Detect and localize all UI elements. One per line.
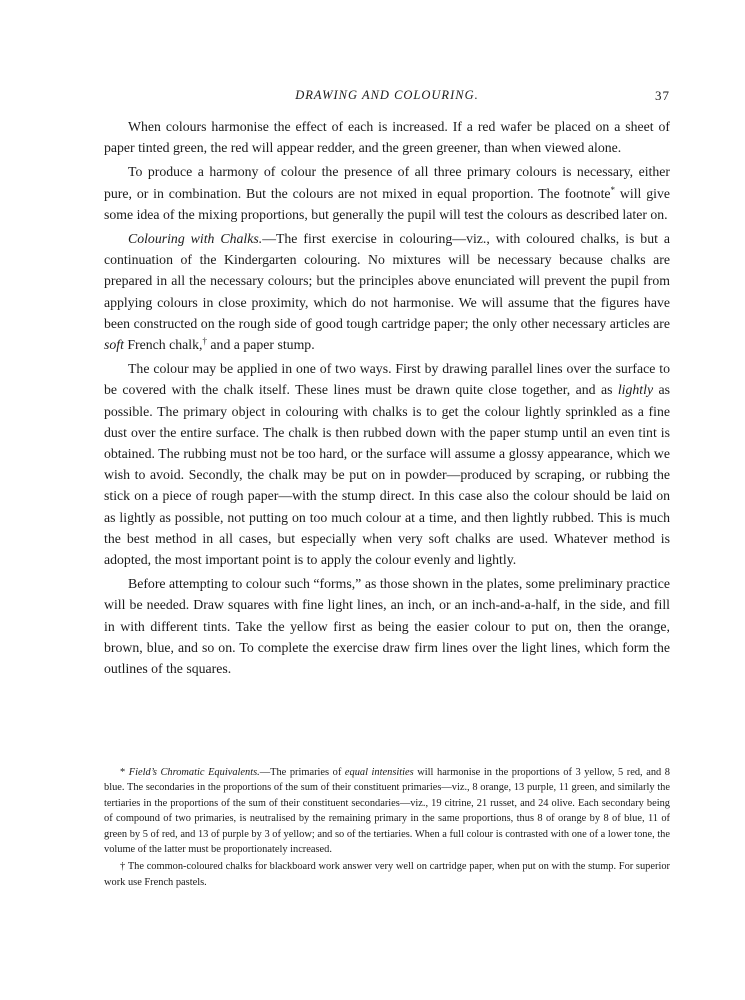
footnote-2-mark: † [120, 861, 126, 873]
footnote-1-mark: * [120, 767, 126, 778]
paragraph-3 [104, 228, 670, 355]
paragraph-1-text: When colours harmonise the effect of each is increased. If a red wafer be placed on a sheet of paper tinted green, the red will appear redder, and the green greener, than when viewed alone. [104, 119, 670, 156]
footnote-2 [104, 859, 670, 890]
running-title: DRAWING AND COLOURING. [295, 88, 479, 102]
paragraph-5-text: Before attempting to colour such “forms,” as those shown in the plates, some preliminary practice will be needed. Draw squares with fine light lines, an inch, or an inch-and-a-half, in the side, and fill in with different tints. Take the yellow first as being the easier colour to put on, then the orange, brown, blue, and so on. To complete the exercise draw firm lines over the light lines, which form the outlines of the squares. [104, 576, 670, 677]
emphasis-lightly: lightly [617, 382, 654, 398]
footnote-ref-asterisk: * [610, 184, 616, 195]
paragraph-4-text-b: as possible. The primary object in colouring with chalks is to get the colour lightly sprinkled as a fine dust over the entire surface. The chalk is then rubbed down with the paper stump until an even tint is obtained. The rubbing must not be too hard, or the surface will assume a glossy appearance, which we wish to avoid. Secondly, the chalk may be put on in powder—produced by scraping, or rubbing the stick on a piece of rough paper—with the stump direct. In this case also the colour should be laid on as lightly as possible, not putting on too much colour at a time, and then lightly rubbed. This is much the best method in all cases, but especially when very soft chalks are used. Whatever method is adopted, the most important point is to apply the colour evenly and lightly. [104, 382, 670, 568]
paragraph-4-text-a: The colour may be applied in one of two ways. First by drawing parallel lines over the surface to be covered with the chalk itself. These lines must be drawn quite close together, and as [104, 361, 670, 398]
emphasis-equal-intensities: equal intensities [344, 767, 414, 778]
paragraph-3-text-a: —The first exercise in colouring—viz., with coloured chalks, is but a continuation of the Kindergarten colouring. No mixtures will be necessary because chalks are prepared in all the necessary colours; but the principles above enunciated will prevent the pupil from applying colours in close proximity, which do not harmonise. We will assume that the figures have been constructed on the rough side of good tough cartridge paper; the only other necessary articles are [104, 231, 671, 331]
paragraph-2-text-b: will give some idea of the mixing proportions, but generally the pupil will test the colours as described later on. [104, 185, 670, 222]
emphasis-soft: soft [104, 337, 124, 353]
page-number: 37 [655, 88, 670, 103]
paragraph-3-text-c: and a paper stump. [206, 337, 315, 353]
footnote-1-text-b: will harmonise in the proportions of 3 yellow, 5 red, and 8 blue. The secondaries in the proportions of the sum of their constituent primaries—viz., 8 orange, 13 purple, 11 green, and similarly the tertiaries in the proportions of the sum of their constituent secondaries—viz., 19 citrine, 21 russet, and 24 olive. Each secondary being of compound of two primaries, is neutralised by the remaining primary in the same proportions, thus 8 of orange by 8 of blue, 11 of green by 5 of red, and 13 of purple by 3 of yellow; and so of the tertiaries. When a full colour is contrasted with one of a lower tone, the volume of the latter must be proportionately increased. [104, 767, 670, 856]
paragraph-5 [104, 573, 670, 679]
running-head [104, 88, 670, 106]
paragraph-2-text-a: To produce a harmony of colour the presence of all three primary colours is necessary, either pure, or in combination. But the colours are not mixed in equal proportion. The footnote [104, 164, 670, 201]
footnote-1-text-a: —The primaries of [259, 767, 345, 778]
paragraph-1 [104, 116, 670, 158]
footnote-ref-dagger: † [202, 336, 207, 347]
paragraph-2 [104, 161, 670, 225]
paragraph-3-text-b: French chalk, [123, 337, 203, 353]
footnote-1 [104, 765, 670, 857]
paragraph-4 [104, 358, 670, 570]
footnotes [104, 765, 670, 892]
footnote-1-source: Field’s Chromatic Equivalents. [128, 767, 260, 778]
body-text [104, 116, 670, 682]
section-heading-colouring-with-chalks: Colouring with Chalks. [128, 231, 263, 247]
footnote-2-text: The common-coloured chalks for blackboard work answer very well on cartridge paper, when put on with the stump. For superior work use French pastels. [104, 861, 670, 888]
